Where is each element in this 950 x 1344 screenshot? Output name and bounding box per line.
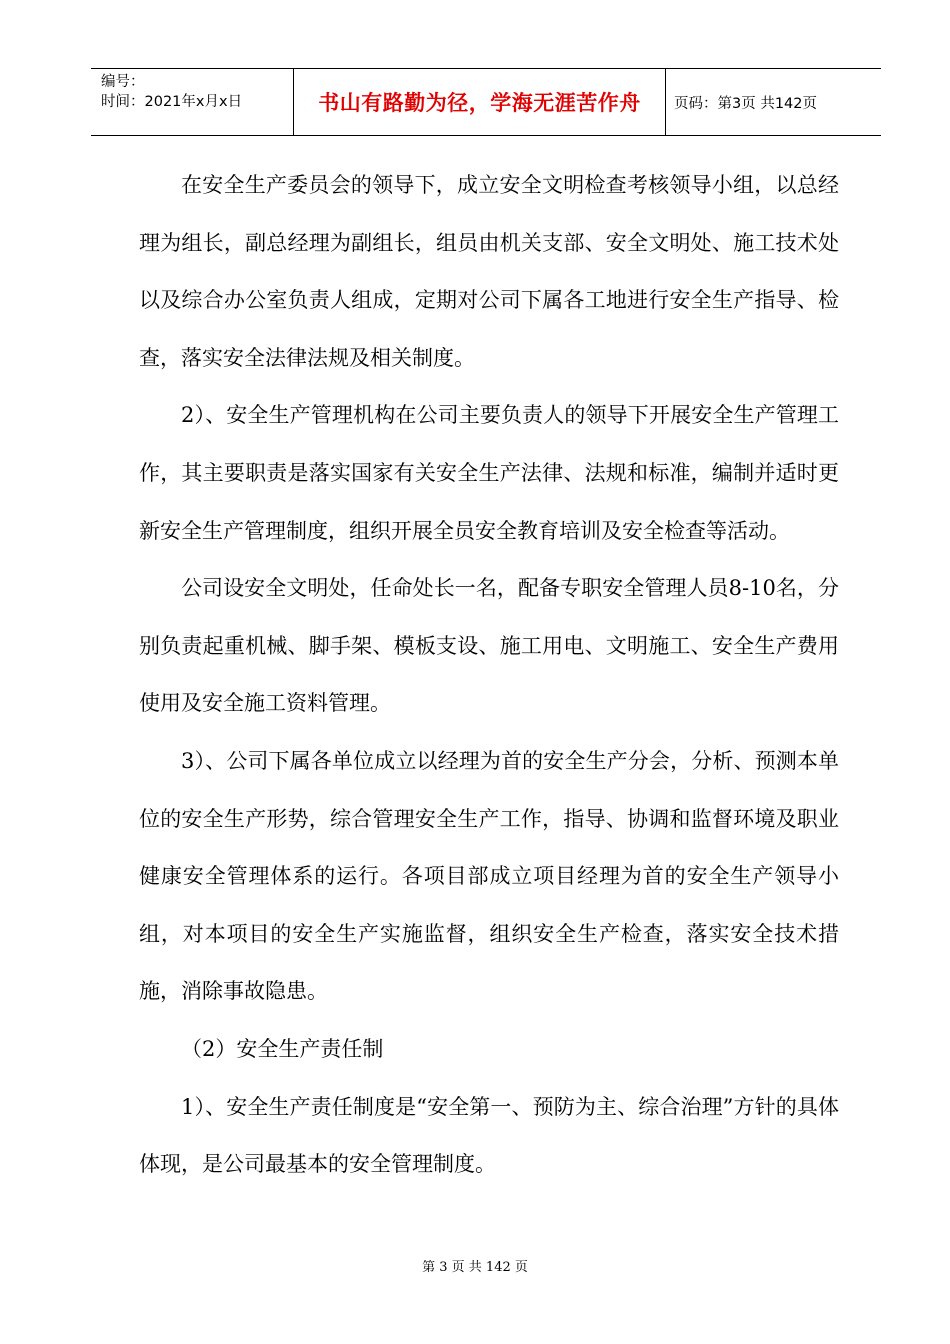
page-header [91,68,881,136]
body-paragraph: 1）、安全生产责任制度是“安全第一、预防为主、综合治理”方针的具体体现，是公司最基本的安全管理制度。 [139,1094,839,1177]
document-number-label: 编号： [101,74,145,90]
header-motto-cell [294,69,666,135]
body-paragraph: 公司设安全文明处，任命处长一名，配备专职安全管理人员8-10名，分别负责起重机械、脚手架、模板支设、施工用电、文明施工、安全生产费用使用及安全施工资料管理。 [139,576,839,716]
header-motto: 书山有路勤为径，学海无涯苦作舟 [318,91,641,115]
body-paragraph: 2）、安全生产管理机构在公司主要负责人的领导下开展安全生产管理工作，其主要职责是落实国家有关安全生产法律、法规和标准，编制并适时更新安全生产管理制度，组织开展全员安全教育培训及安全检查等活动。 [139,403,839,543]
body-paragraph: 3）、公司下属各单位成立以经理为首的安全生产分会，分析、预测本单位的安全生产形势，综合管理安全生产工作，指导、协调和监督环境及职业健康安全管理体系的运行。各项目部成立项目经理为首的安全生产领导小组，对本项目的安全生产实施监督，组织安全生产检查，落实安全技术措施，消除事故隐患。 [139,748,839,1004]
body-paragraph: 在安全生产委员会的领导下，成立安全文明检查考核领导小组，以总经理为组长，副总经理为副组长，组员由机关支部、安全文明处、施工技术处以及综合办公室负责人组成，定期对公司下属各工地进行安全生产指导、检查，落实安全法律法规及相关制度。 [139,173,839,370]
header-meta [91,69,294,135]
header-page-info: 页码：第3页 共142页 [674,95,818,112]
page-footer: 第 3 页 共 142 页 [422,1260,528,1275]
document-body [139,157,839,1194]
section-heading: （2）安全生产责任制 [181,1036,384,1061]
document-date: 时间：2021年x月x日 [101,94,243,110]
